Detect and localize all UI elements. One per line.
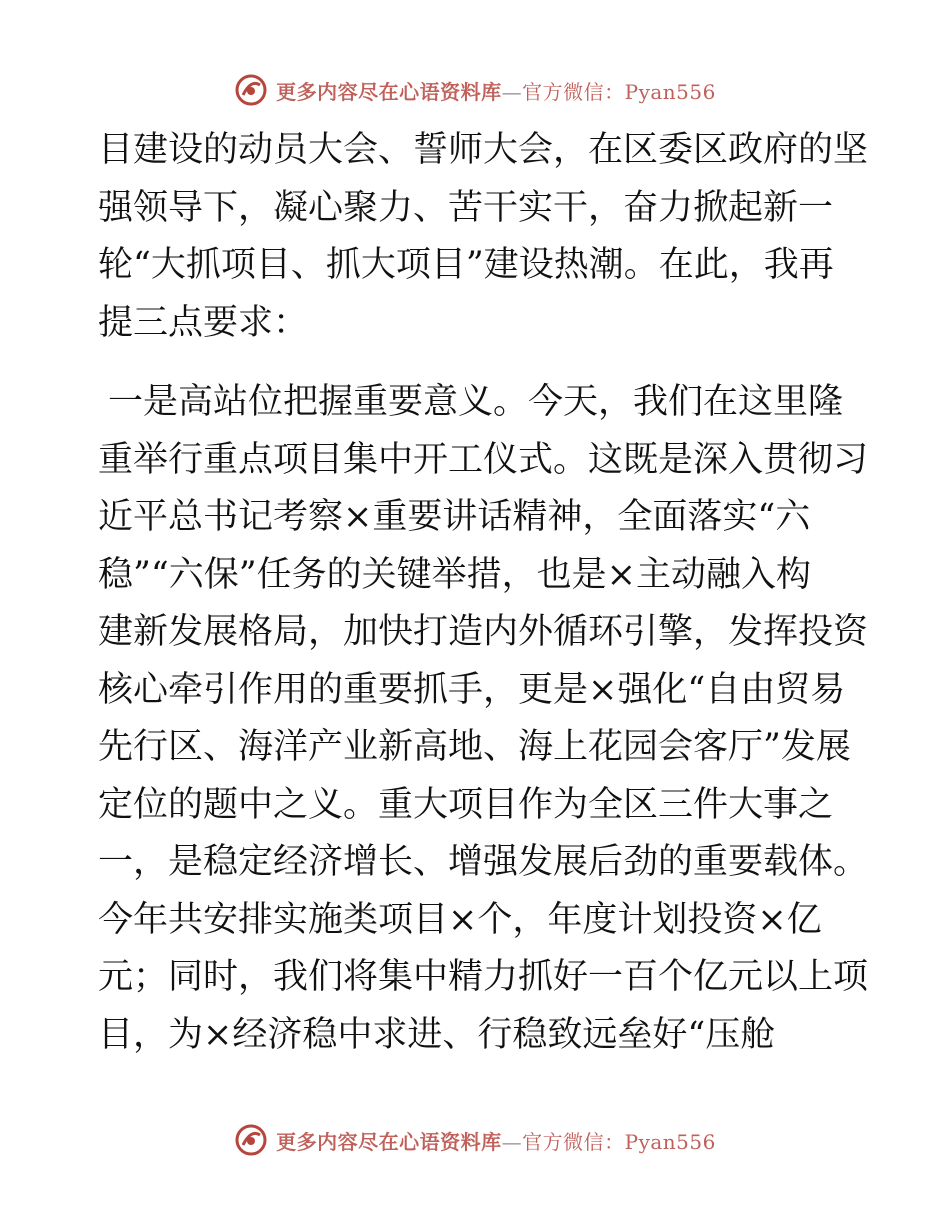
paragraph-2 (98, 374, 869, 1064)
text-line: 先行区、海洋产业新高地、海上花园会客厅”发展 (98, 727, 851, 767)
document-body (98, 122, 869, 1064)
banner-contact: 官方微信：Pyan556 (522, 79, 716, 104)
text-line: 元；同时，我们将集中精力抓好一百个亿元以上项 (98, 957, 869, 997)
text-line: 强领导下，凝心聚力、苦干实干，奋力掀起新一 (98, 187, 834, 228)
text-line: 核心牵引作用的重要抓手，更是×强化“自由贸易 (98, 669, 846, 710)
banner-title: 更多内容尽在心语资料库 (276, 1129, 502, 1154)
banner-contact: 官方微信：Pyan556 (522, 1129, 716, 1154)
banner-title: 更多内容尽在心语资料库 (276, 79, 502, 104)
text-line: 轮“大抓项目、抓大项目”建设热潮。在此，我再 (98, 245, 834, 285)
text-line: 目建设的动员大会、誓师大会，在区委区政府的坚 (98, 130, 869, 170)
banner-text (276, 76, 716, 105)
banner-text (276, 1126, 716, 1155)
header-banner (0, 70, 950, 110)
banner-separator: — (501, 79, 523, 104)
text-line: 今年共安排实施类项目×个，年度计划投资×亿 (98, 899, 822, 940)
text-line: 建新发展格局，加快打造内外循环引擎，发挥投资 (98, 612, 869, 652)
seal-logo-icon (234, 73, 268, 107)
text-line: 近平总书记考察×重要讲话精神，全面落实“六 (98, 497, 811, 537)
seal-logo-icon (234, 1123, 268, 1157)
text-line: 一，是稳定经济增长、增强发展后劲的重要载体。 (98, 842, 869, 882)
text-line: 提三点要求： (98, 302, 309, 343)
banner-separator: — (501, 1129, 523, 1154)
paragraph-1 (98, 122, 869, 352)
text-line: 定位的题中之义。重大项目作为全区三件大事之 (98, 784, 834, 825)
text-line: 一是高站位把握重要意义。今天，我们在这里隆 (108, 382, 844, 422)
text-line: 稳”“六保”任务的关键举措，也是×主动融入构 (98, 554, 812, 595)
text-line: 重举行重点项目集中开工仪式。这既是深入贯彻习 (98, 439, 869, 480)
text-line: 目，为×经济稳中求进、行稳致远垒好“压舱 (98, 1014, 776, 1055)
footer-banner (0, 1120, 950, 1160)
